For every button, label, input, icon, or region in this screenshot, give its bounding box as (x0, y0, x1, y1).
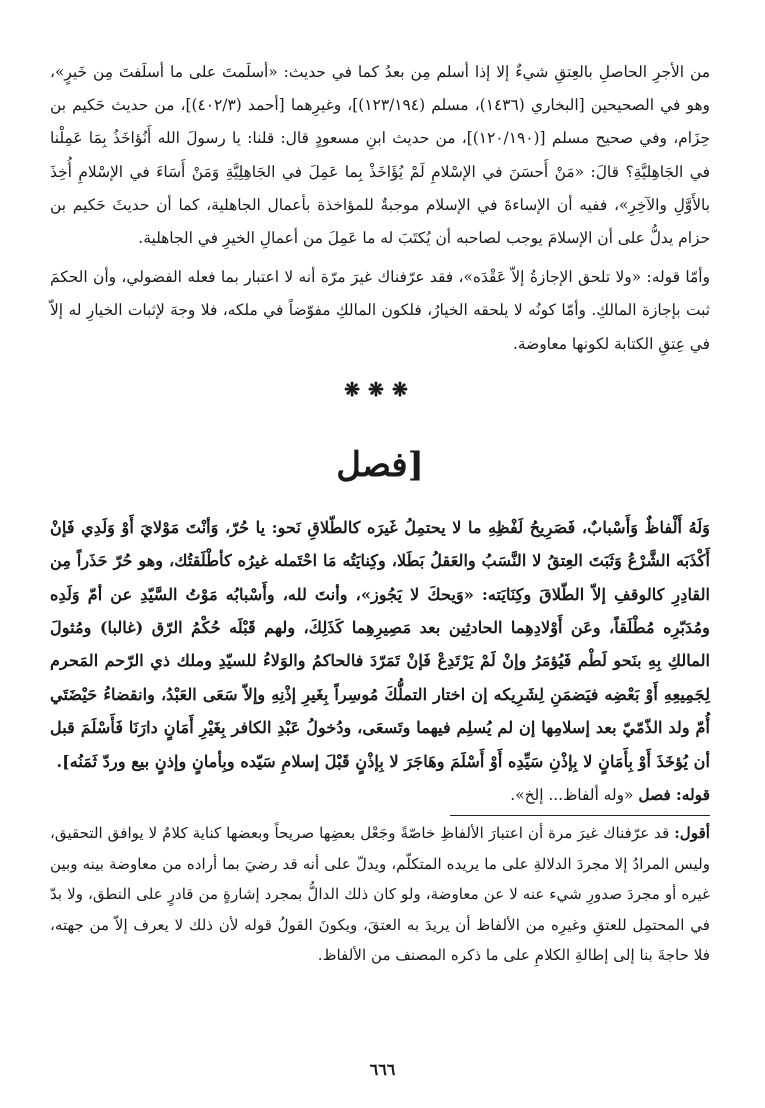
qawl-label: قوله: فصل (638, 786, 710, 805)
paragraph-ijaza-discussion (50, 261, 710, 361)
page-number: ٦٦٦ (369, 1060, 396, 1079)
divider-line (450, 815, 710, 816)
commentary-quote-line (50, 780, 710, 811)
matn-text-block (50, 511, 710, 778)
paragraph-1-text: من الأجرِ الحاصلِ بالعِتقِ شيءٌ إلا إذا أسلم مِن بعدُ كما في حديث: «أسلَمتَ على ما أسلَفتَ مِن خَيرٍ»، وهو في الصحيحين [البخاري (١٤٣٦)، مسلم (١٢٣/١٩٤)]، وغيرِهما [أحمد (٤٠٢/٣)]، من حديث حَكيم بن حِزَام، وفي صحيح مسلم [(١٢٠/١٩٠)]، من حديث ابنِ مسعودٍ قال: قلنا: يا رسولَ الله أَنُؤاخَذُ بِمَا عَمِلْنا في الجَاهِليَّةِ؟ قالَ: «مَنْ أَحسَنَ في الإسْلامِ لَمْ يُؤَاخَذْ بِما عَمِلَ في الجَاهِلِيَّةِ وَمَنْ أَسَاءَ في الإسْلامِ أُخِذَ بالأَوَّلِ والآخِرِ»، ففيه أن الإساءةَ في الإسلام موجبةٌ للمؤاخذة بأعمال الجاهلية، كما أن حديثَ حَكيم بن حزام يدلُّ على أن الإسلامَ يوجب لصاحبه أن يُكتَبَ له ما عَمِلَ من أعمالِ الخيرِ في الجاهلية. (50, 63, 710, 248)
commentary-paragraph (50, 818, 710, 971)
qawl-quote: «وله ألفاظ... إلخ». (510, 786, 634, 805)
sharh-label: أقول: (674, 824, 710, 843)
section-separator: ❋❋❋ (344, 378, 416, 401)
paragraph-2-text: وأمّا قوله: «ولا تلحق الإجازةُ إلاّ عَقْدَه»، فقد عرّفناك غيرَ مرّة أنه لا اعتبار بما فعله الفضولي، وأن الحكمَ ثبت بإجازة المالكِ. وأمّا كونُه لا يلحقه الخيارُ، فلكون المالكِ مفوّضاً في ملكه، فلا وجهَ لإثبات الخيارِ له إلاّ في عِتقِ الكتابة لكونها معاوضة. (50, 268, 710, 353)
paragraph-hadith-discussion (50, 56, 710, 255)
sharh-text: قد عرّفناك غيرَ مرة أن اعتبارَ الألفاظِ خاصّةً وجَعْل بعضِها صريحاً وبعضها كناية كلامٌ لا يوافق التحقيق، وليس المرادُ إلا مجردَ الدلالةِ على ما يريده المتكلّم، ويدلّ على أنه قد رضيَ بما أراده من معاوضة بينه وبين غيره أو مجردَ صدورِ شيء عنه لا عن معاوضة، ولو كان ذلك الدالُّ بمجرد إشارةٍ من قادرٍ على النطق، ولا بدّ في المحتمِل للعتقِ وغيرِه من الألفاظ أن يريدَ به العتقَ، ويكونَ القولُ قوله لأن ذلك لا يعرف إلاّ من جهته، فلا حاجةَ بنا إلى إطالةِ الكلامِ على ما ذكره المصنف من الألفاظ. (50, 824, 710, 965)
section-heading: [فصل (336, 444, 424, 485)
matn-text: وَلَهُ أَلْفاظٌ وَأَسْبابٌ، فَصَرِيحُ لَفْظِهِ ما لا يحتمِلُ غَيرَه كالطّلاقِ نَحو: يا حُرّ، وَأنْتَ مَوْلايَ أَوْ وَلَدِي فَإنْ أَكْذَبَه الشَّرْعُ وَثَبَتَ العِتقُ لا النَّسَبُ والعَقلُ بَطَلا، وكِنايَتُه مَا احْتَمله غيرُه كأطْلَقتُك، وهو حُرّ حَذَراً مِن القادِرِ كالوقفِ إلاّ الطّلاقَ وكِنَايَته: «وَيحكَ لا يَجُوز»، وأنتَ لله، وأَسْبابُه مَوْتُ السَّيّدِ عن أمّ وَلَدِه ومُدَبّرِه مُطْلَقاً، وعَن أَوْلادِهِما الحادثِين بعد مَصِيرِهِما كَذَلِكَ، ولهم قَبْلَه حُكْمُ الرّق (غالبا) ومُثولَ المالكِ بِهِ بنَحو لَطْم فَيُؤمَرُ وإنْ لَمْ يَرْتَدِعْ فَإنْ تَمَرّدَ فالحاكمُ والوَلاءُ للسيّدِ وملك ذي الرّحم المَحرم لِجَمِيعِهِ أَوْ بَعْضِه فيَضمَنِ لِشَرِيكه إن اختار التملُّكَ مُوسِراً بِغَيرِ إذْنِهِ وإلاّ سَعَى العَبْدُ، وانقضاءُ حَيْضَتَي أُمّ ولد الذّمّيّ بعد إسلامِها إن لم يُسلِم فيهما وتَسعَى، ودُخولُ عَبْدِ الكافر بِغَيْرِ أَمَانٍ دارَنَا فَأَسْلَمَ قبل أن يُؤخَذَ أَوْ بِأَمَانٍ لا بِإذْنِ سَيِّدِه أَوْ أَسْلَمَ وهَاجَرَ لا بِإذْنٍ قَبْلَ إسلامِ سَيّده وبِأمانٍ وإذنٍ بيع وردّ ثَمَنُه]. (50, 517, 710, 771)
